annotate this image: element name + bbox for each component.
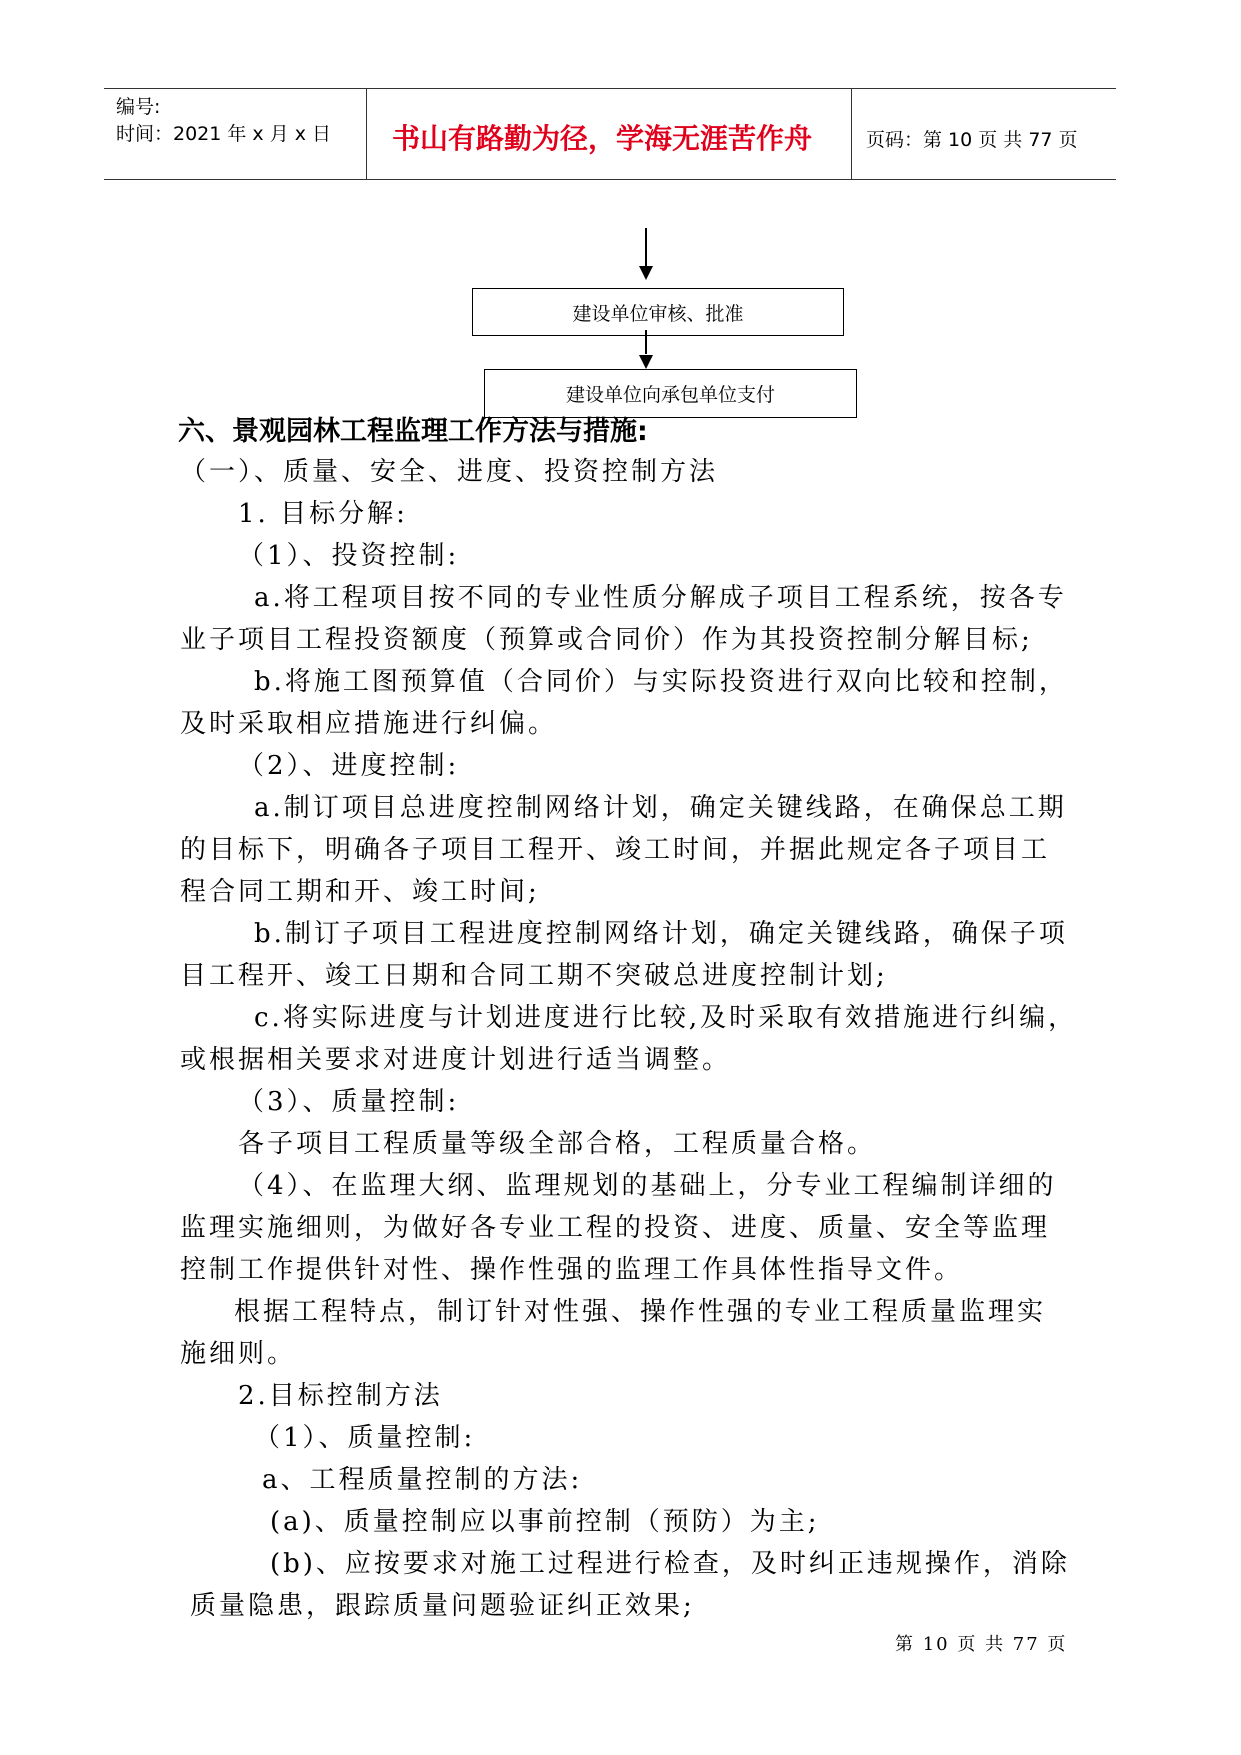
text-line-20: 控制工作提供针对性、操作性强的监理工作具体性指导文件。 [180, 1255, 964, 1285]
text-line-23: 2.目标控制方法 [238, 1381, 443, 1411]
flow-box-payment-label: 建设单位向承包单位支付 [565, 384, 775, 406]
text-line-25: a、工程质量控制的方法: [262, 1465, 583, 1495]
text-line-19: 监理实施细则，为做好各专业工程的投资、进度、质量、安全等监理 [180, 1213, 1051, 1243]
header-divider-right [851, 88, 852, 179]
text-line-21: 根据工程特点，制订针对性强、操作性强的专业工程质量监理实 [234, 1297, 1047, 1327]
text-line-18: （4）、在监理大纲、监理规划的基础上，分专业工程编制详细的 [238, 1171, 1057, 1201]
text-line-2: 1. 目标分解: [238, 499, 408, 529]
text-line-17: 各子项目工程质量等级全部合格，工程质量合格。 [238, 1129, 877, 1159]
text-line-3: （1）、投资控制: [238, 541, 460, 571]
header-divider-left [366, 88, 367, 179]
text-line-22: 施细则。 [180, 1339, 297, 1369]
text-line-1: （一）、质量、安全、进度、投资控制方法 [180, 457, 719, 487]
text-line-6: b.将施工图预算值（合同价）与实际投资进行双向比较和控制， [254, 667, 1068, 697]
text-line-24: （1）、质量控制: [254, 1423, 476, 1453]
flow-arrow-top [645, 228, 647, 268]
text-line-10: 的目标下，明确各子项目工程开、竣工时间，并据此规定各子项目工 [180, 835, 1051, 865]
text-line-16: （3）、质量控制: [238, 1087, 460, 1117]
header-bottom-rule [104, 179, 1116, 180]
text-line-4: a.将工程项目按不同的专业性质分解成子项目工程系统，按各专 [254, 583, 1067, 613]
header-time-label: 时间：2021 年 x 月 x 日 [116, 123, 332, 145]
header-number-label: 编号: [116, 96, 161, 118]
text-line-9: a.制订项目总进度控制网络计划，确定关键线路，在确保总工期 [254, 793, 1067, 823]
text-line-11: 程合同工期和开、竣工时间; [180, 877, 540, 907]
text-line-14: c.将实际进度与计划进度进行比较,及时采取有效措施进行纠编， [254, 1003, 1078, 1033]
flow-arrow-top-head [639, 266, 653, 280]
header-top-rule [104, 88, 1116, 89]
text-line-28: 质量隐患，跟踪质量问题验证纠正效果; [190, 1591, 695, 1621]
header-motto: 书山有路勤为径，学海无涯苦作舟 [392, 122, 813, 155]
text-line-5: 业子项目工程投资额度（预算或合同价）作为其投资控制分解目标; [180, 625, 1033, 655]
header-page-code: 页码：第 10 页 共 77 页 [866, 129, 1078, 151]
text-line-13: 目工程开、竣工日期和合同工期不突破总进度控制计划; [180, 961, 888, 991]
text-line-27: (b)、应按要求对施工过程进行检查，及时纠正违规操作，消除 [270, 1549, 1070, 1579]
flow-arrow-middle-head [639, 355, 653, 369]
text-line-12: b.制订子项目工程进度控制网络计划，确定关键线路，确保子项 [254, 919, 1068, 949]
text-line-7: 及时采取相应措施进行纠偏。 [180, 709, 558, 739]
flow-box-approve [472, 288, 844, 336]
flow-arrow-middle [645, 330, 647, 354]
section-title: 六、景观园林工程监理工作方法与措施: [178, 416, 648, 447]
text-line-15: 或根据相关要求对进度计划进行适当调整。 [180, 1045, 732, 1075]
text-line-26: (a)、质量控制应以事前控制（预防）为主; [270, 1507, 820, 1537]
text-line-8: （2）、进度控制: [238, 751, 460, 781]
footer-page-number: 第 10 页 共 77 页 [895, 1634, 1068, 1655]
flow-box-approve-label: 建设单位审核、批准 [572, 302, 744, 325]
